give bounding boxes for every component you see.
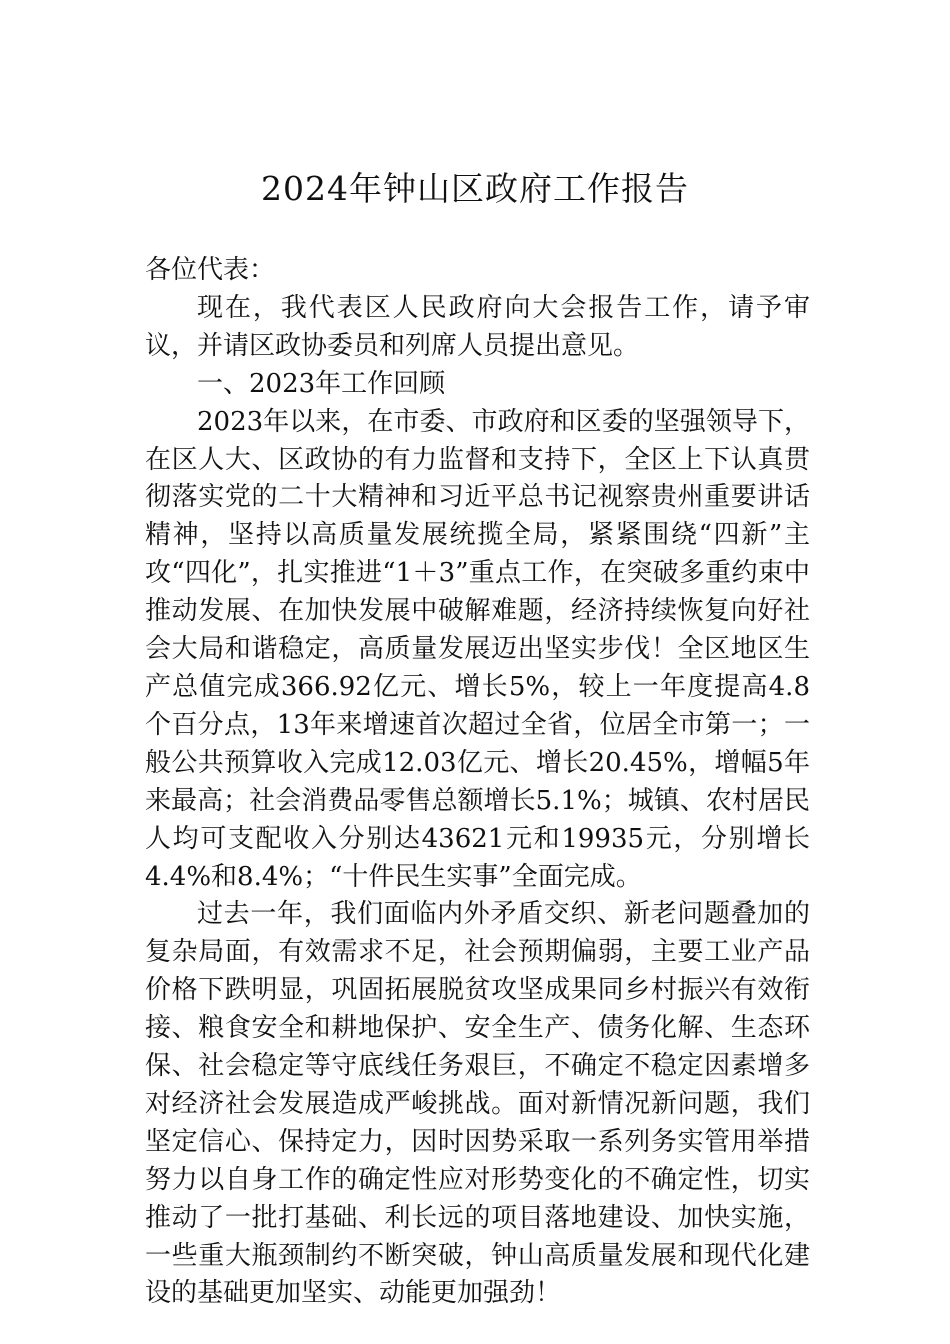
section-heading: 一、2023年工作回顾 [197, 368, 446, 399]
salutation: 各位代表： [145, 255, 276, 285]
document-body [145, 252, 810, 1313]
paragraph-past-year: 过去一年，我们面临内外矛盾交织、新老问题叠加的复杂局面，有效需求不足，社会预期偏弱，主要工业产品价格下跌明显，巩固拓展脱贫攻坚成果同乡村振兴有效衔接、粮食安全和耕地保护、安全生产、债务化解、生态环保、社会稳定等守底线任务艰巨，不确定不稳定因素增多对经济社会发展造成严峻挑战。面对新情况新问题，我们坚定信心、保持定力，因时因势采取一系列务实管用举措努力以自身工作的确定性应对形势变化的不确定性，切实推动了一批打基础、利长远的项目落地建设、加快实施，一些重大瓶颈制约不断突破，钟山高质量发展和现代化建设的基础更加坚实、动能更加强劲！ [145, 899, 810, 1309]
paragraph-review: 2023年以来，在市委、市政府和区委的坚强领导下，在区人大、区政协的有力监督和支持下，全区上下认真贯彻落实党的二十大精神和习近平总书记视察贵州重要讲话精神，坚持以高质量发展统揽全局，紧紧围绕“四新”主攻“四化”，扎实推进“1＋3”重点工作，在突破多重约束中推动发展、在加快发展中破解难题，经济持续恢复向好社会大局和谐稳定，高质量发展迈出坚实步伐！全区地区生产总值完成366.92亿元、增长5%，较上一年度提高4.8个百分点，13年来增速首次超过全省，位居全市第一；一般公共预算收入完成12.03亿元、增长20.45%，增幅5年来最高；社会消费品零售总额增长5.1%；城镇、农村居民人均可支配收入分别达43621元和19935元，分别增长4.4%和8.4%；“十件民生实事”全面完成。 [145, 406, 810, 892]
page-title: 2024年钟山区政府工作报告 [261, 169, 689, 208]
paragraph-intro: 现在，我代表区人民政府向大会报告工作，请予审议，并请区政协委员和列席人员提出意见。 [145, 292, 810, 361]
